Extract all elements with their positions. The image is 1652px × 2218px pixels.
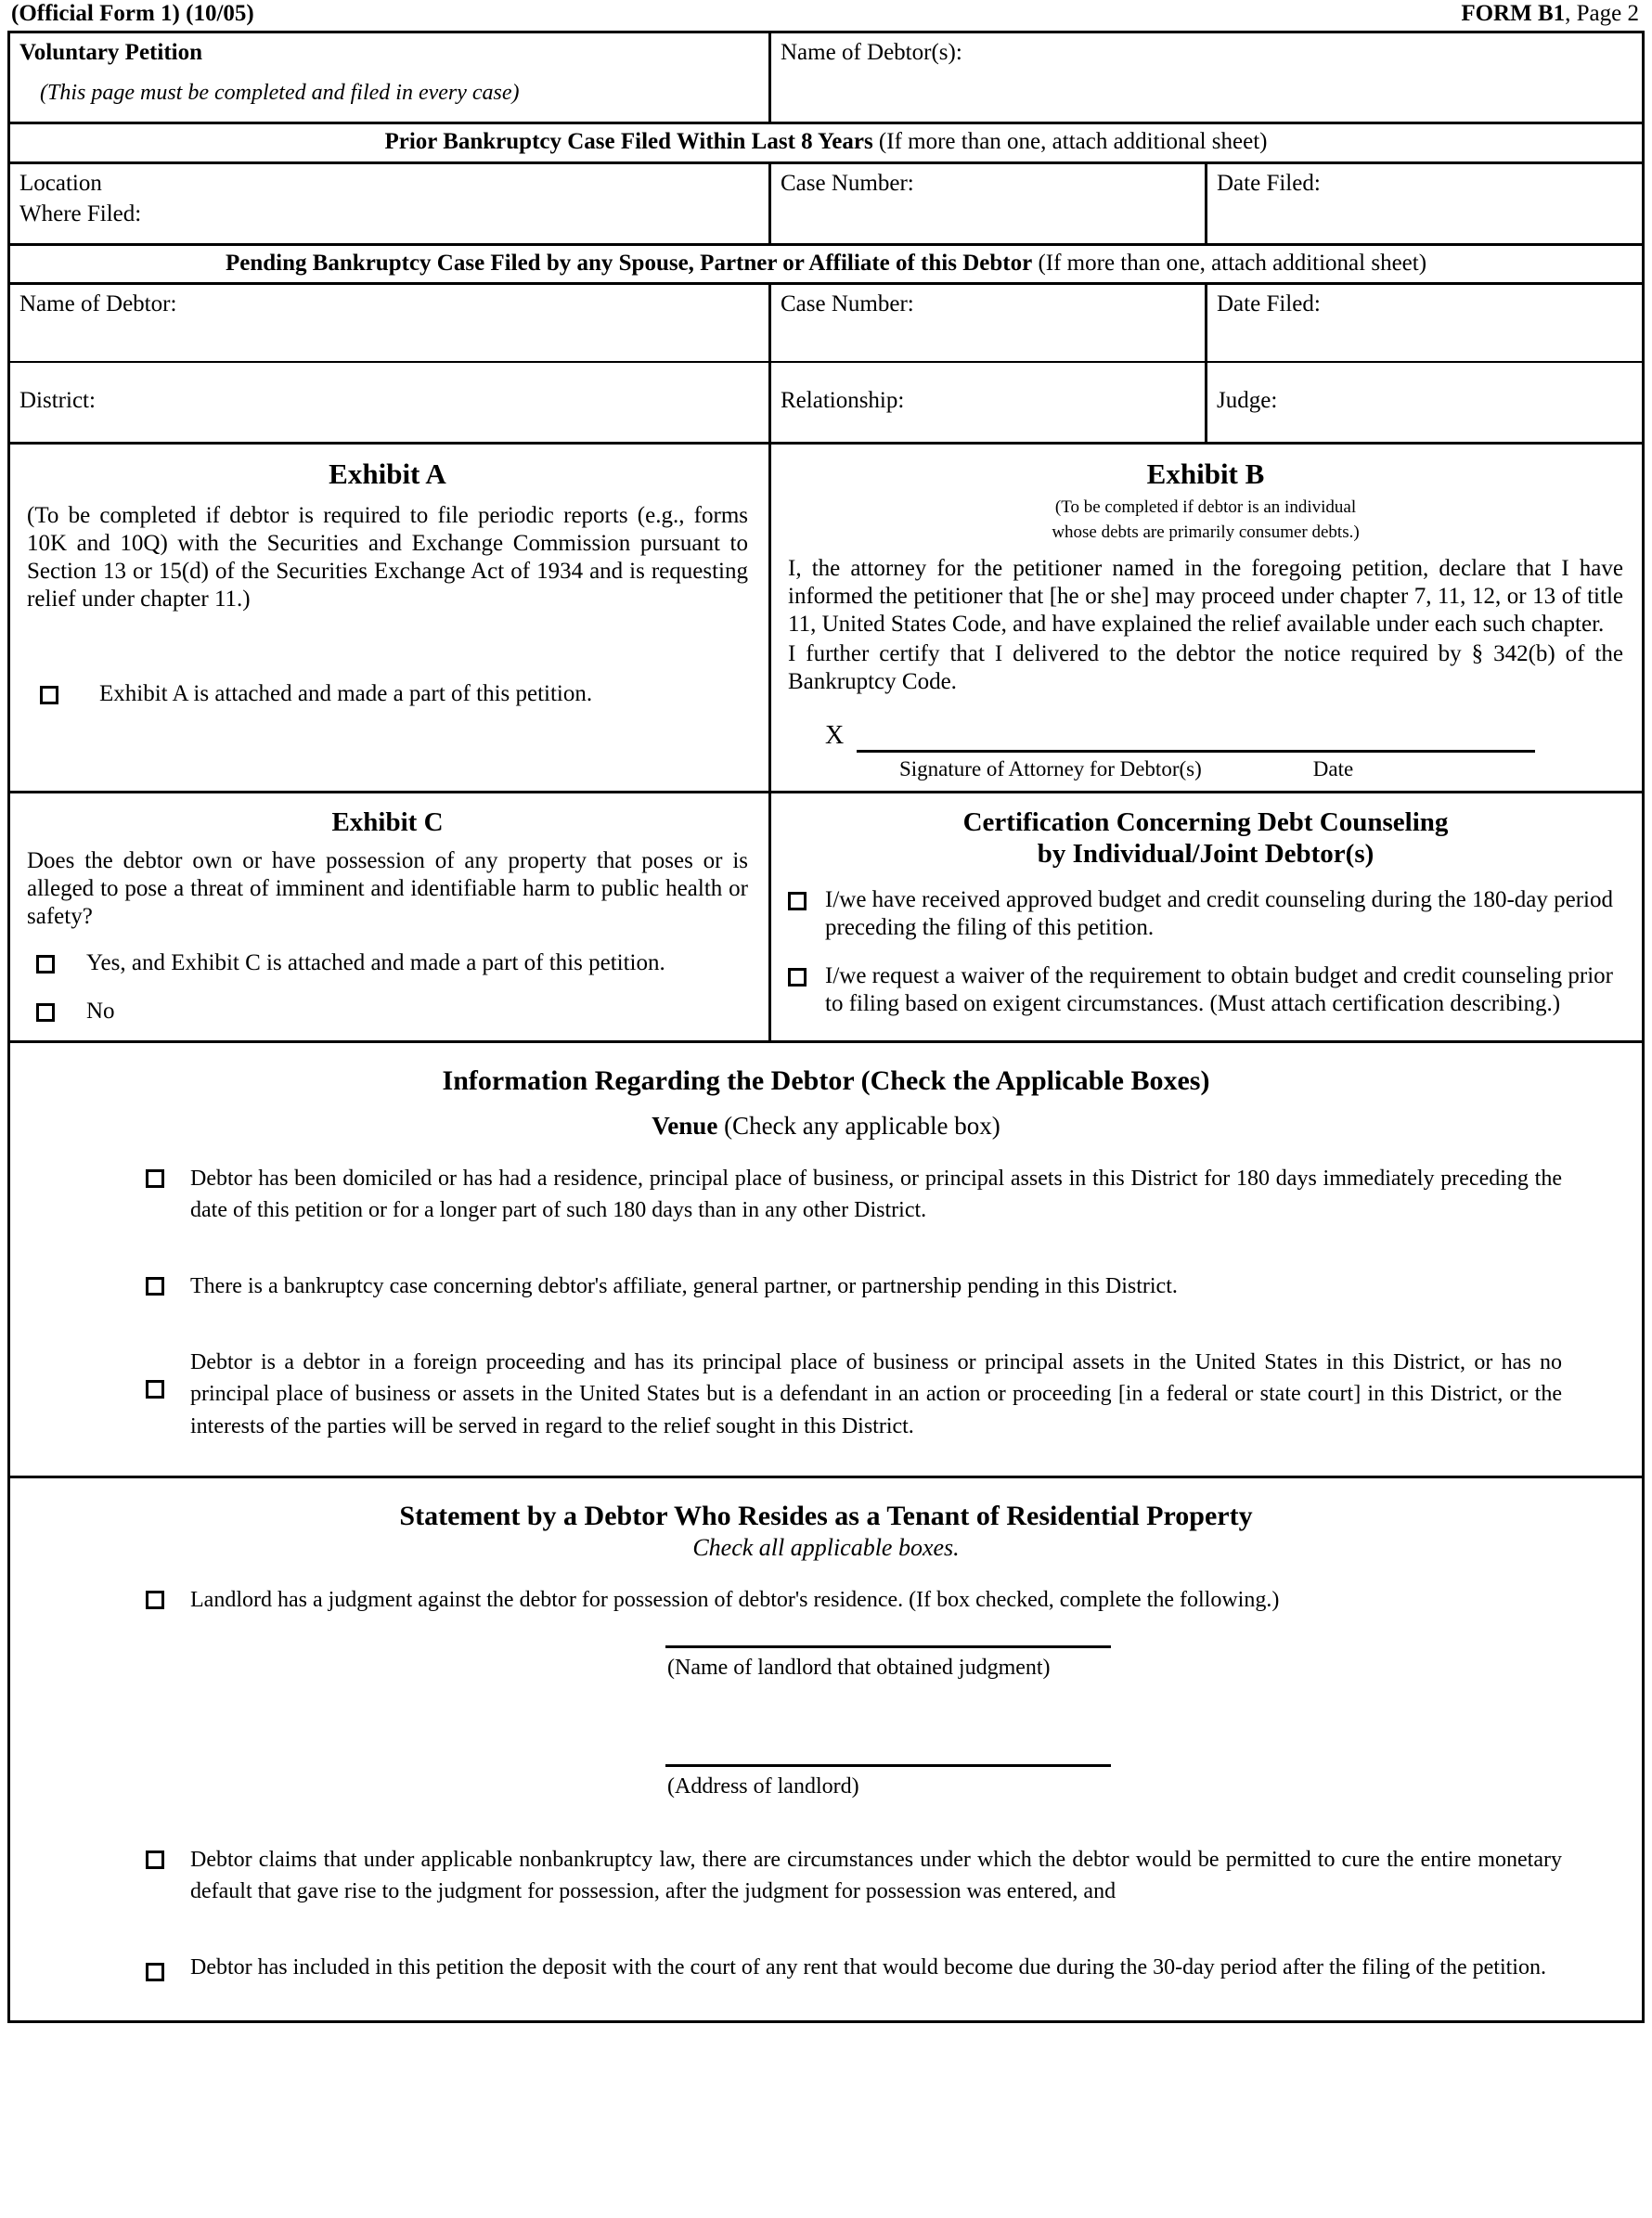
certification-option-2-row[interactable] bbox=[788, 962, 1623, 1018]
exhibit-a-attached-label: Exhibit A is attached and made a part of this petition. bbox=[99, 680, 593, 706]
voluntary-petition-row bbox=[10, 33, 1642, 124]
exhibit-c-title: Exhibit C bbox=[331, 806, 444, 837]
exhibit-b-section bbox=[771, 445, 1642, 791]
venue-domicile-label: Debtor has been domiciled or has had a residence, principal place of business, or principal assets in this District for 180 days immediately preceding the date of this petition or for a longer part of such 180 days than in any other District. bbox=[190, 1167, 1562, 1223]
voluntary-petition-cell bbox=[10, 33, 771, 122]
pending-name-of-debtor-field[interactable] bbox=[10, 285, 771, 361]
attorney-signature-caption: Signature of Attorney for Debtor(s) bbox=[899, 756, 1202, 780]
relationship-label: Relationship: bbox=[781, 388, 905, 413]
exhibit-c-no-label: No bbox=[86, 999, 115, 1025]
page-number: , Page 2 bbox=[1565, 1, 1639, 26]
form-number: FORM B1 bbox=[1461, 1, 1566, 26]
prior-case-banner bbox=[10, 124, 1642, 164]
pending-date-filed-field[interactable] bbox=[1207, 285, 1642, 361]
tenant-landlord-judgment-label: Landlord has a judgment against the debtor for possession of debtor's residence. (If box checked, complete the following.) bbox=[190, 1587, 1280, 1612]
prior-case-banner-rest: (If more than one, attach additional sheet) bbox=[872, 129, 1268, 154]
prior-case-banner-bold: Prior Bankruptcy Case Filed Within Last 8 Years bbox=[384, 129, 873, 154]
pending-debtor-row bbox=[10, 285, 1642, 363]
certification-option-2-label: I/we request a waiver of the requirement to obtain budget and credit counseling prior to filing based on exigent circumstances. (Must attach certification describing.) bbox=[825, 963, 1614, 1017]
district-label: District: bbox=[19, 388, 96, 413]
exhibit-b-subtitle-line2: whose debts are primarily consumer debts.) bbox=[1052, 522, 1360, 543]
venue-affiliate-label: There is a bankruptcy case concerning debtor's affiliate, general partner, or partnership pending in this District. bbox=[190, 1274, 1178, 1299]
judge-field[interactable] bbox=[1207, 363, 1642, 442]
prior-location-field[interactable] bbox=[10, 164, 771, 243]
exhibit-c-question: Does the debtor own or have possession of any property that poses or is alleged to pose a threat of imminent and identifiable harm to public health or safety? bbox=[27, 848, 748, 930]
district-field[interactable] bbox=[10, 363, 771, 442]
tenant-cure-default-label: Debtor claims that under applicable nonbankruptcy law, there are circumstances under which the debtor would be permitted to cure the entire monetary default that gave rise to the judgment for possession, after the judgment for possession was entered, and bbox=[190, 1847, 1562, 1903]
pending-case-number-field[interactable] bbox=[771, 285, 1207, 361]
certification-received-counseling-checkbox[interactable] bbox=[788, 892, 807, 910]
exhibit-a-attached-checkbox-row[interactable] bbox=[27, 680, 748, 708]
name-of-debtors-label: Name of Debtor(s): bbox=[781, 40, 962, 65]
pending-case-banner bbox=[10, 246, 1642, 286]
venue-foreign-proceeding-checkbox[interactable] bbox=[146, 1380, 164, 1399]
judge-label: Judge: bbox=[1217, 388, 1278, 413]
certification-option-1-label: I/we have received approved budget and credit counseling during the 180-day period preceding the filing of this petition. bbox=[825, 887, 1613, 941]
exhibit-c-section bbox=[10, 793, 771, 1040]
attorney-signature-line[interactable] bbox=[857, 722, 1535, 753]
tenant-item-rent-deposit[interactable] bbox=[146, 1952, 1562, 1983]
certification-waiver-request-checkbox[interactable] bbox=[788, 968, 807, 986]
prior-case-number-label: Case Number: bbox=[781, 170, 914, 196]
exhibit-b-signature-captions bbox=[788, 756, 1623, 781]
venue-domicile-checkbox[interactable] bbox=[146, 1169, 164, 1188]
page-header bbox=[7, 0, 1645, 31]
exhibit-b-subtitle bbox=[788, 495, 1623, 546]
relationship-field[interactable] bbox=[771, 363, 1207, 442]
certification-section bbox=[771, 793, 1642, 1040]
exhibit-b-signature-row bbox=[788, 720, 1623, 753]
tenant-landlord-judgment-checkbox[interactable] bbox=[146, 1591, 164, 1609]
voluntary-petition-title: Voluntary Petition bbox=[19, 40, 202, 65]
certification-title-line1: Certification Concerning Debt Counseling bbox=[962, 806, 1449, 837]
landlord-block-spacer bbox=[146, 1697, 1562, 1762]
voluntary-petition-subtitle: (This page must be completed and filed in every case) bbox=[40, 80, 520, 105]
exhibit-b-title: Exhibit B bbox=[1146, 458, 1265, 490]
exhibit-c-yes-checkbox[interactable] bbox=[36, 955, 55, 974]
form-table bbox=[7, 31, 1645, 2023]
certification-title-line2: by Individual/Joint Debtor(s) bbox=[1037, 839, 1375, 870]
exhibit-c-yes-row[interactable] bbox=[27, 949, 748, 977]
tenant-cure-default-checkbox[interactable] bbox=[146, 1850, 164, 1869]
exhibit-c-no-row[interactable] bbox=[27, 998, 748, 1025]
venue-item-affiliate[interactable] bbox=[146, 1270, 1562, 1302]
official-form-label: (Official Form 1) (10/05) bbox=[11, 1, 254, 26]
certification-option-1-row[interactable] bbox=[788, 886, 1623, 942]
pending-district-row bbox=[10, 363, 1642, 445]
tenant-item-cure-default[interactable] bbox=[146, 1844, 1562, 1907]
exhibit-c-no-checkbox[interactable] bbox=[36, 1003, 55, 1022]
tenant-rent-deposit-checkbox[interactable] bbox=[146, 1963, 164, 1981]
name-of-debtors-field[interactable] bbox=[771, 33, 1642, 122]
prior-date-filed-label: Date Filed: bbox=[1217, 170, 1321, 196]
venue-foreign-proceeding-label: Debtor is a debtor in a foreign proceeding and has its principal place of business or principal assets in the United States in this District, or has no principal place of business or assets in the United States but is a defendant in an action or proceeding [in a federal or state court] in this District, or the interests of the parties will be served in regard to the relief sought in this District. bbox=[190, 1350, 1562, 1438]
venue-instruction: (Check any applicable box) bbox=[717, 1112, 1000, 1141]
exhibit-b-paragraph-1: I, the attorney for the petitioner named in the foregoing petition, declare that I have informed the petitioner that [he or she] may proceed under chapter 7, 11, 12, or 13 of title 11, United States Code, and have explained the relief available under each such chapter. bbox=[788, 555, 1623, 637]
prior-location-label-1: Location bbox=[19, 170, 102, 196]
exhibit-c-certification-row bbox=[10, 793, 1642, 1043]
landlord-name-block bbox=[146, 1644, 1562, 1681]
exhibit-a-section bbox=[10, 445, 771, 791]
pending-case-banner-rest: (If more than one, attach additional sheet) bbox=[1032, 250, 1427, 276]
information-regarding-debtor-section bbox=[10, 1043, 1642, 1477]
venue-item-foreign-proceeding[interactable] bbox=[146, 1347, 1562, 1441]
information-regarding-debtor-title: Information Regarding the Debtor (Check the Applicable Boxes) bbox=[442, 1065, 1210, 1097]
venue-item-domicile[interactable] bbox=[146, 1163, 1562, 1226]
pending-date-filed-label: Date Filed: bbox=[1217, 291, 1321, 316]
prior-case-number-field[interactable] bbox=[771, 164, 1207, 243]
venue-label: Venue bbox=[652, 1112, 718, 1141]
pending-case-banner-bold: Pending Bankruptcy Case Filed by any Spouse, Partner or Affiliate of this Debtor bbox=[225, 250, 1033, 276]
landlord-address-caption: (Address of landlord) bbox=[667, 1773, 859, 1799]
exhibit-a-title: Exhibit A bbox=[329, 458, 446, 490]
exhibit-c-yes-label: Yes, and Exhibit C is attached and made a part of this petition. bbox=[86, 950, 665, 976]
tenant-checklist bbox=[34, 1584, 1618, 1983]
form-page-label bbox=[1461, 2, 1639, 25]
landlord-address-block bbox=[146, 1762, 1562, 1799]
landlord-name-caption: (Name of landlord that obtained judgment) bbox=[667, 1655, 1051, 1680]
venue-subtitle bbox=[34, 1112, 1618, 1141]
exhibit-a-attached-checkbox[interactable] bbox=[40, 686, 58, 704]
venue-affiliate-checkbox[interactable] bbox=[146, 1277, 164, 1296]
tenant-statement-title: Statement by a Debtor Who Resides as a Tenant of Residential Property bbox=[399, 1500, 1253, 1531]
pending-name-of-debtor-label: Name of Debtor: bbox=[19, 291, 177, 316]
prior-date-filed-field[interactable] bbox=[1207, 164, 1642, 243]
prior-location-label-2: Where Filed: bbox=[19, 201, 142, 226]
exhibit-a-body: (To be completed if debtor is required to file periodic reports (e.g., forms 10K and 10Q) with the Securities and Exchange Commission pursuant to Section 13 or 15(d) of the Securities Exchange Act of 1934 and is requesting relief under chapter 11.) bbox=[27, 502, 748, 612]
tenant-rent-deposit-label: Debtor has included in this petition the deposit with the court of any rent that would become due during the 30-day period after the filing of the petition. bbox=[190, 1954, 1546, 1979]
prior-case-row bbox=[10, 164, 1642, 246]
exhibit-b-subtitle-line1: (To be completed if debtor is an individual bbox=[1054, 496, 1357, 517]
signature-x-marker: X bbox=[825, 720, 845, 750]
tenant-statement-subtitle: Check all applicable boxes. bbox=[692, 1533, 960, 1561]
pending-case-number-label: Case Number: bbox=[781, 291, 914, 316]
tenant-item-landlord-judgment[interactable] bbox=[146, 1584, 1562, 1616]
venue-checklist bbox=[34, 1163, 1618, 1441]
attorney-date-caption: Date bbox=[1312, 756, 1354, 780]
tenant-statement-section bbox=[10, 1478, 1642, 2020]
certification-title bbox=[788, 806, 1623, 870]
exhibit-ab-row bbox=[10, 445, 1642, 793]
exhibit-b-paragraph-2: I further certify that I delivered to the debtor the notice required by § 342(b) of the Bankruptcy Code. bbox=[788, 640, 1623, 694]
